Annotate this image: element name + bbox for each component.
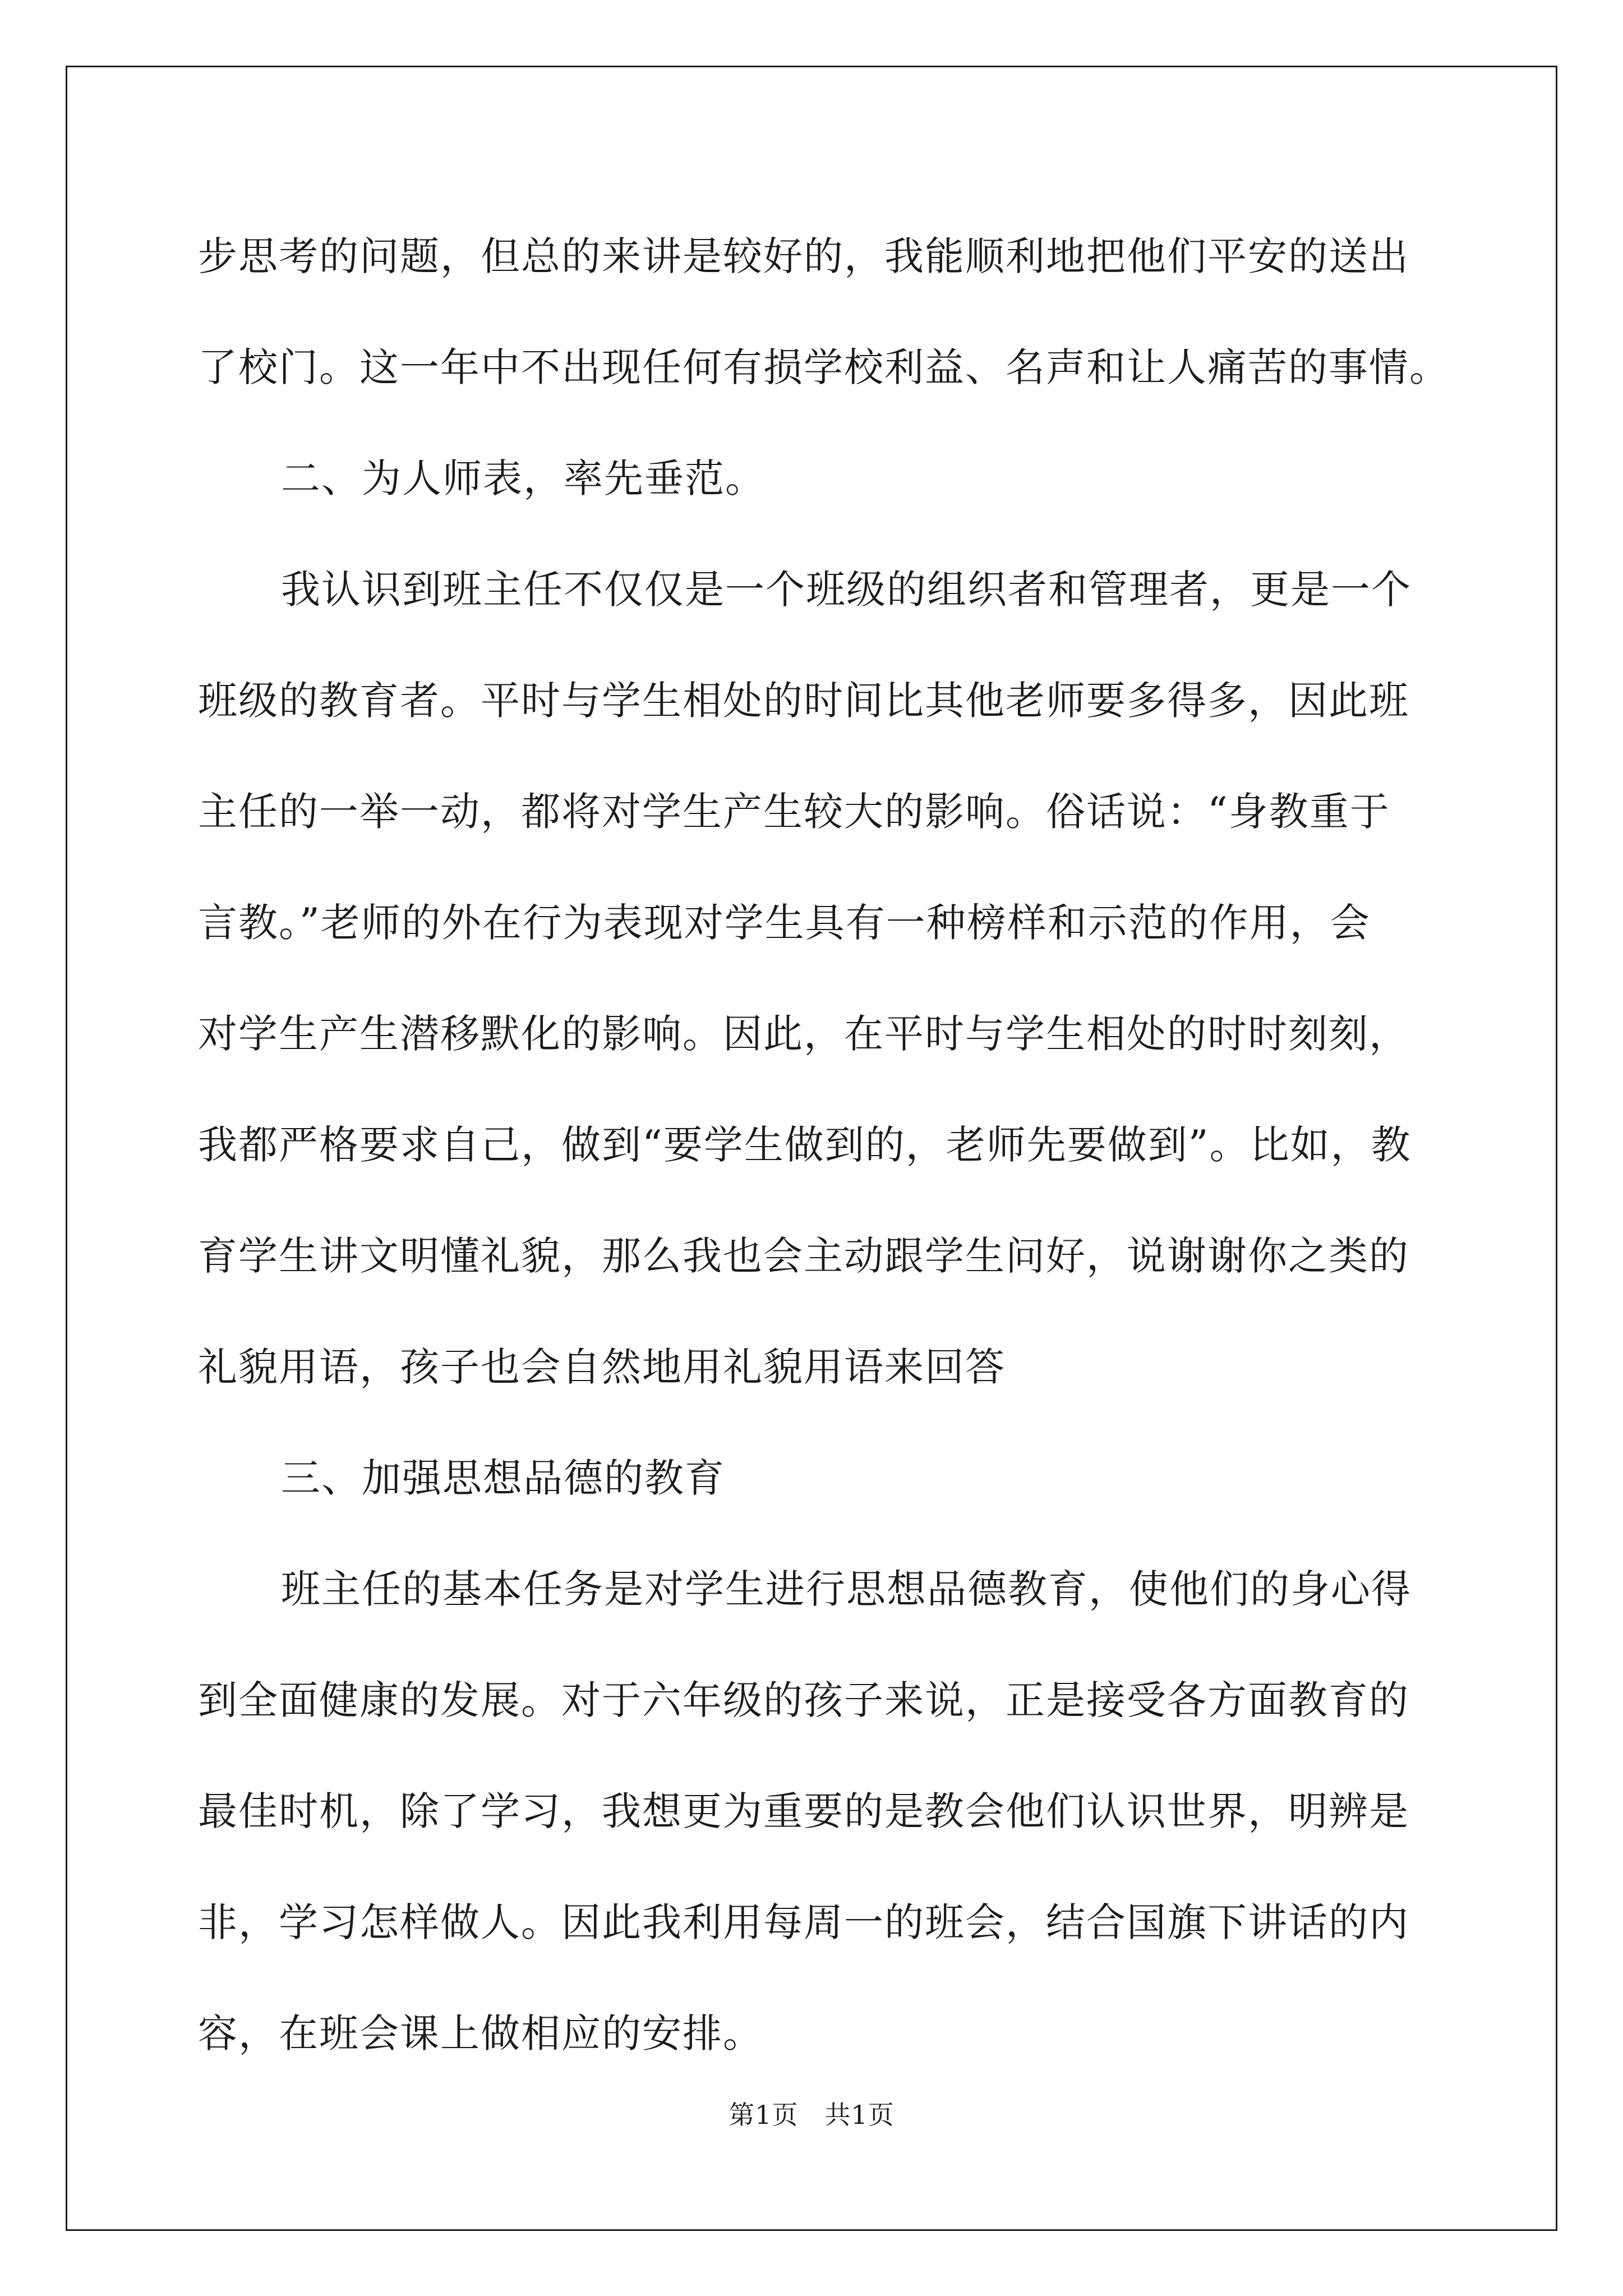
text-line: 步思考的问题，但总的来讲是较好的，我能顺利地把他们平安的送出 <box>198 233 1409 279</box>
text-line: 班主任的基本任务是对学生进行思想品德教育，使他们的身心得 <box>281 1566 1412 1612</box>
text-line: 主任的一举一动，都将对学生产生较大的影响。俗话说：“身教重于 <box>198 789 1390 835</box>
section-heading: 二、为人师表，率先垂范。 <box>281 455 766 501</box>
text-line: 容，在班会课上做相应的安排。 <box>198 2010 763 2056</box>
text-line: 我都严格要求自己，做到“要学生做到的，老师先要做到”。比如，教 <box>198 1122 1412 1168</box>
text-line: 了校门。这一年中不出现任何有损学校利益、名声和让人痛苦的事情。 <box>198 344 1450 390</box>
text-line: 礼貌用语，孩子也会自然地用礼貌用语来回答 <box>198 1344 1006 1390</box>
section-heading: 三、加强思想品德的教育 <box>281 1455 725 1501</box>
text-line: 言教。”老师的外在行为表现对学生具有一种榜样和示范的作用，会 <box>198 900 1371 946</box>
text-line: 对学生产生潜移默化的影响。因此，在平时与学生相处的时时刻刻， <box>198 1011 1409 1057</box>
text-line: 班级的教育者。平时与学生相处的时间比其他老师要多得多，因此班 <box>198 678 1409 724</box>
text-line: 育学生讲文明懂礼貌，那么我也会主动跟学生问好，说谢谢你之类的 <box>198 1233 1409 1279</box>
text-line: 到全面健康的发展。对于六年级的孩子来说，正是接受各方面教育的 <box>198 1677 1409 1723</box>
text-line: 最佳时机，除了学习，我想更为重要的是教会他们认识世界，明辨是 <box>198 1788 1409 1834</box>
text-line: 我认识到班主任不仅仅是一个班级的组织者和管理者，更是一个 <box>281 567 1412 613</box>
document-body <box>198 201 1450 2089</box>
text-line: 非，学习怎样做人。因此我利用每周一的班会，结合国旗下讲话的内 <box>198 1899 1409 1945</box>
page-number: 第1页 共1页 <box>728 2100 895 2130</box>
